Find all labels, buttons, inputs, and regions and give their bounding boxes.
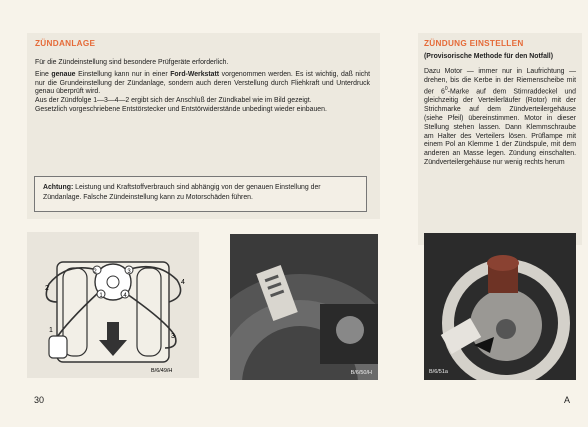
degree-mark: 0 — [444, 86, 448, 93]
paragraph-timing-procedure — [418, 68, 582, 168]
procedure-text-b: -Marke auf dem Stirnraddeckel und gleichzeitig der Verteilerläufer (Rotor) mit der Strichmarke auf dem Zündverteilergehäuse (siehe Pfeil) übereinstimmen. Motor in dieser Stellung stehen lassen. Dann Klemmschraube am Halter des Verteilers lösen. Prüflampe mit einem Pol an Klemme 1 der Zündspule, mit dem anderen an Masse legen. Zündung einschalten. Zündverteilergehäuse nur wenig rechts herum — [424, 88, 576, 167]
right-text-panel — [418, 33, 582, 245]
fig1-outer-label-2: 2 — [45, 285, 49, 292]
paragraph-intro: Für die Zündeinstellung sind besondere Prüfgeräte erforderlich. — [35, 59, 229, 66]
fig1-outer-label-1: 1 — [49, 327, 53, 334]
paragraph-ford-workshop — [27, 71, 380, 97]
p2-part-a: Eine — [35, 70, 52, 78]
p2-part-e: vorgenommen werden. Es ist wichtig, daß nicht nur die Grundeinstellung der Zündanlage, sondern auch deren Verstellung durch Fliehkraft und Unterdruck genau überprüft wird. — [35, 70, 370, 96]
page-number: 30 — [34, 395, 45, 405]
photo-pulley-svg — [230, 234, 378, 380]
figure-distributor-wiring — [27, 232, 199, 378]
fig1-code: B/6/49/H — [151, 368, 173, 374]
section-title-zuendung-einstellen: ZÜNDUNG EINSTELLEN — [424, 39, 524, 48]
photo-pulley-marks — [230, 234, 378, 380]
fig1-label-2: 2 — [93, 269, 97, 275]
section-title-zuendanlage: ZÜNDANLAGE — [35, 39, 96, 48]
fig2-code: B/6/50/H — [350, 370, 372, 376]
p2-part-c: Einstellung kann nur in einer — [75, 70, 171, 78]
warning-box — [34, 176, 367, 212]
fig3-code: B/6/51a — [429, 369, 448, 375]
p2-bold-ford-werkstatt: Ford-Werkstatt — [170, 70, 220, 78]
fig1-outer-label-4: 4 — [181, 279, 185, 286]
fig1-label-1: 1 — [99, 293, 103, 299]
paragraph-firing-order: Aus der Zündfolge 1—3—4—2 ergibt sich der Anschluß der Zündkabel wie im Bild gezeigt. — [35, 97, 312, 105]
warning-text: Leistung und Kraftstoffverbrauch sind abhängig von der genauen Einstellung der Zündanlage. Falsche Zündeinstellung kann zu Motorschäden führen. — [43, 184, 321, 201]
paragraph-suppression: Gesetzlich vorgeschriebene Entstörstecker und Entstörwiderstände unbedingt wieder einbauen. — [35, 105, 327, 113]
wiring-diagram-svg — [27, 232, 199, 378]
fig1-outer-label-3: 3 — [171, 333, 175, 340]
photo-rotor-svg — [424, 233, 576, 380]
warning-label: Achtung: — [43, 184, 74, 191]
p2-bold-genaue: genaue — [51, 70, 76, 78]
photo-distributor-rotor — [424, 233, 576, 380]
procedure-text-a: Dazu Motor — immer nur in Laufrichtung — drehen, bis die Kerbe in der Riemenscheibe mit der 6 — [424, 67, 576, 96]
fig1-label-4: 4 — [123, 293, 127, 299]
subtitle-notfall: (Provisorische Methode für den Notfall) — [424, 53, 554, 60]
page-letter: A — [564, 395, 571, 405]
fig1-label-3: 3 — [127, 269, 131, 275]
